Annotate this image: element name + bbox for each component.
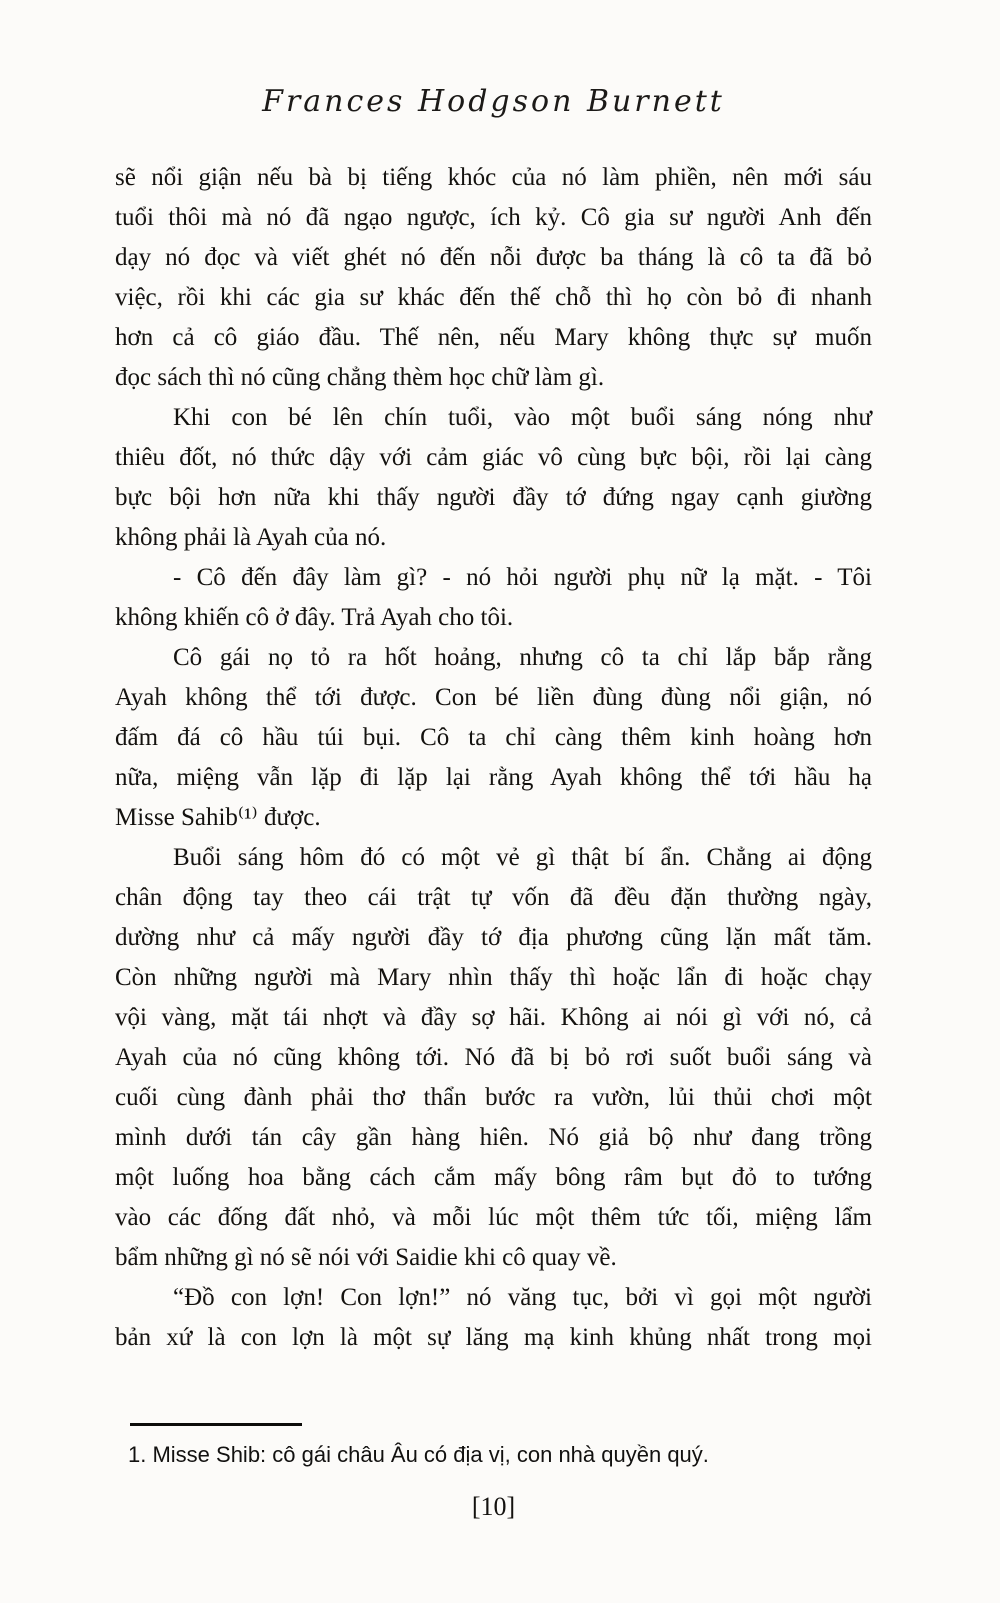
text-line: không khiến cô ở đây. Trả Ayah cho tôi. xyxy=(115,604,514,631)
footnote-text: 1. Misse Shib: cô gái châu Âu có địa vị, con nhà quyền quý. xyxy=(128,1442,709,1467)
text-line: nữa, miệng vẫn lặp đi lặp lại rằng Ayah không thể tới hầu hạ xyxy=(115,764,872,791)
text-line: không phải là Ayah của nó. xyxy=(115,524,387,551)
text-line: đọc sách thì nó cũng chẳng thèm học chữ làm gì. xyxy=(115,364,605,391)
text-line: tuổi thôi mà nó đã ngạo ngược, ích kỷ. Cô gia sư người Anh đến xyxy=(115,204,872,231)
text-line: đấm đá cô hầu túi bụi. Cô ta chỉ càng thêm kinh hoàng hơn xyxy=(115,724,872,751)
text-line: bẩm những gì nó sẽ nói với Saidie khi cô quay về. xyxy=(115,1244,617,1271)
text-line: thiêu đốt, nó thức dậy với cảm giác vô cùng bực bội, rồi lại càng xyxy=(115,444,872,471)
text-line: Misse Sahib⁽¹⁾ được. xyxy=(115,804,321,831)
text-line: - Cô đến đây làm gì? - nó hỏi người phụ nữ lạ mặt. - Tôi xyxy=(173,564,872,591)
page-number: [10] xyxy=(471,1492,516,1521)
text-line: cuối cùng đành phải thơ thẩn bước ra vườn, lủi thủi chơi một xyxy=(115,1084,872,1111)
text-line: bản xứ là con lợn là một sự lăng mạ kinh khủng nhất trong mọi xyxy=(115,1324,872,1351)
text-line: dạy nó đọc và viết ghét nó đến nỗi được ba tháng là cô ta đã bỏ xyxy=(115,244,872,271)
text-line: sẽ nổi giận nếu bà bị tiếng khóc của nó làm phiền, nên mới sáu xyxy=(115,164,872,191)
text-line: việc, rồi khi các gia sư khác đến thế chỗ thì họ còn bỏ đi nhanh xyxy=(115,284,872,311)
text-line: Ayah không thể tới được. Con bé liền đùng đùng nổi giận, nó xyxy=(115,684,872,711)
text-line: mình dưới tán cây gần hàng hiên. Nó giả bộ như đang trồng xyxy=(115,1124,872,1151)
text-line: bực bội hơn nữa khi thấy người đầy tớ đứng ngay cạnh giường xyxy=(115,484,872,511)
text-line: Cô gái nọ tỏ ra hốt hoảng, nhưng cô ta chỉ lắp bắp rằng xyxy=(173,644,872,671)
text-line: vào các đống đất nhỏ, và mỗi lúc một thêm tức tối, miệng lẩm xyxy=(115,1204,872,1231)
text-line: vội vàng, mặt tái nhợt và đầy sợ hãi. Không ai nói gì với nó, cả xyxy=(115,1004,872,1031)
text-line: chân động tay theo cái trật tự vốn đã đều đặn thường ngày, xyxy=(115,884,872,911)
text-line: dường như cả mấy người đầy tớ địa phương cũng lặn mất tăm. xyxy=(115,924,872,951)
text-line: “Đồ con lợn! Con lợn!” nó văng tục, bởi vì gọi một người xyxy=(173,1284,872,1311)
footnote-divider xyxy=(130,1423,302,1426)
text-line: Khi con bé lên chín tuổi, vào một buổi sáng nóng như xyxy=(173,404,872,431)
text-line: hơn cả cô giáo đầu. Thế nên, nếu Mary không thực sự muốn xyxy=(115,324,872,351)
text-line: Ayah của nó cũng không tới. Nó đã bị bỏ rơi suốt buổi sáng và xyxy=(115,1044,872,1071)
text-line: một luống hoa bằng cách cắm mấy bông râm bụt đỏ to tướng xyxy=(115,1164,872,1191)
body-text xyxy=(115,158,872,1358)
text-line: Còn những người mà Mary nhìn thấy thì hoặc lẩn đi hoặc chạy xyxy=(115,964,872,991)
text-line: Buổi sáng hôm đó có một vẻ gì thật bí ẩn. Chẳng ai động xyxy=(173,844,872,871)
running-header: Frances Hodgson Burnett xyxy=(262,84,725,119)
